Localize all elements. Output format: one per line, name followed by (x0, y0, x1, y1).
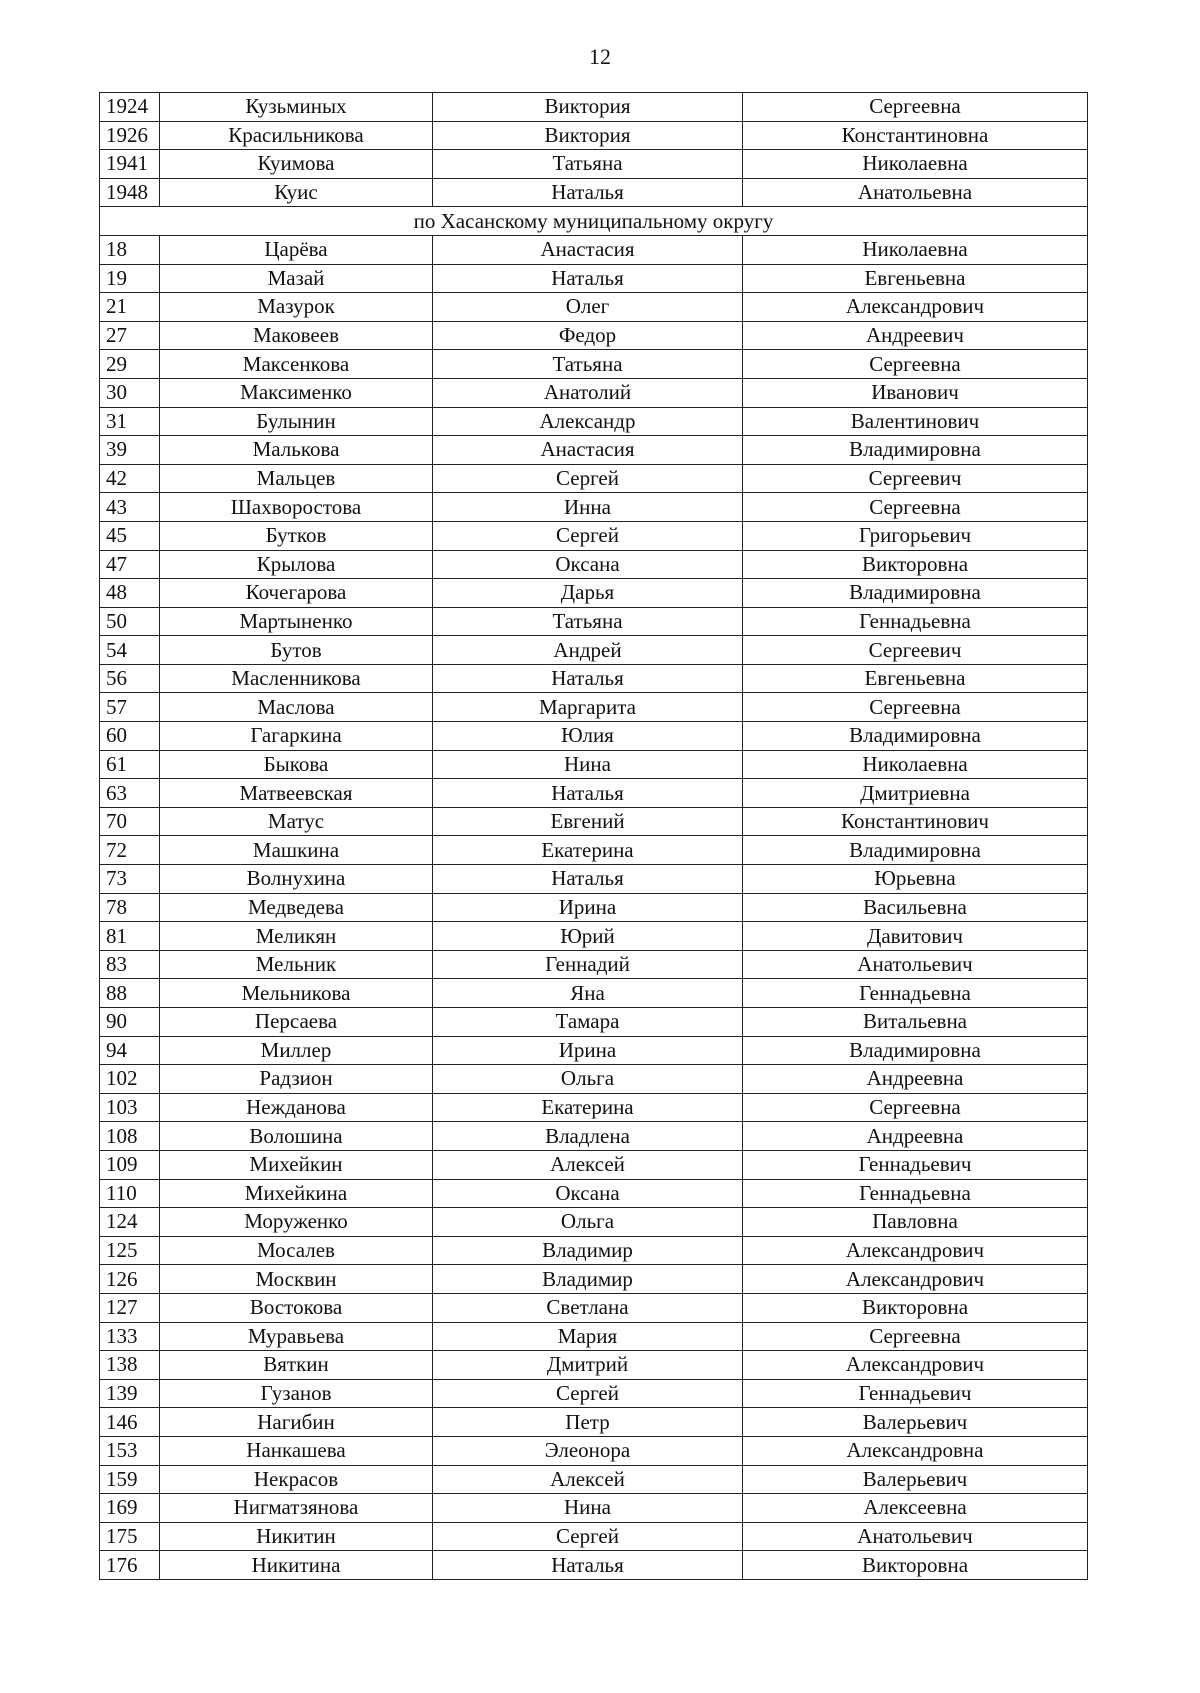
row-number-cell: 57 (100, 693, 160, 722)
last-name-cell: Мазай (160, 264, 433, 293)
last-name-cell: Крылова (160, 550, 433, 579)
patronymic-cell: Сергеевна (743, 1322, 1088, 1351)
last-name-cell: Малькова (160, 436, 433, 465)
table-row (100, 493, 1088, 522)
patronymic-cell: Сергеевна (743, 93, 1088, 122)
table-row (100, 1322, 1088, 1351)
first-name-cell: Маргарита (433, 693, 743, 722)
patronymic-cell: Геннадьевна (743, 979, 1088, 1008)
first-name-cell: Татьяна (433, 150, 743, 179)
last-name-cell: Гагаркина (160, 722, 433, 751)
patronymic-cell: Владимировна (743, 836, 1088, 865)
row-number-cell: 153 (100, 1436, 160, 1465)
patronymic-cell: Анатольевна (743, 178, 1088, 207)
last-name-cell: Некрасов (160, 1465, 433, 1494)
patronymic-cell: Сергеевна (743, 1093, 1088, 1122)
row-number-cell: 90 (100, 1008, 160, 1037)
row-number-cell: 19 (100, 264, 160, 293)
row-number-cell: 109 (100, 1150, 160, 1179)
first-name-cell: Оксана (433, 550, 743, 579)
last-name-cell: Быкова (160, 750, 433, 779)
patronymic-cell: Андреевич (743, 321, 1088, 350)
table-row (100, 607, 1088, 636)
last-name-cell: Мазурок (160, 293, 433, 322)
row-number-cell: 139 (100, 1379, 160, 1408)
table-row (100, 836, 1088, 865)
last-name-cell: Масленникова (160, 664, 433, 693)
row-number-cell: 102 (100, 1065, 160, 1094)
table-row (100, 1551, 1088, 1580)
patronymic-cell: Александрович (743, 293, 1088, 322)
last-name-cell: Радзион (160, 1065, 433, 1094)
last-name-cell: Москвин (160, 1265, 433, 1294)
table-row (100, 407, 1088, 436)
last-name-cell: Кочегарова (160, 579, 433, 608)
patronymic-cell: Андреевна (743, 1122, 1088, 1151)
patronymic-cell: Валентинович (743, 407, 1088, 436)
patronymic-cell: Геннадьевич (743, 1379, 1088, 1408)
table-row (100, 922, 1088, 951)
patronymic-cell: Давитович (743, 922, 1088, 951)
patronymic-cell: Александрович (743, 1265, 1088, 1294)
row-number-cell: 83 (100, 950, 160, 979)
row-number-cell: 21 (100, 293, 160, 322)
last-name-cell: Михейкина (160, 1179, 433, 1208)
first-name-cell: Инна (433, 493, 743, 522)
row-number-cell: 54 (100, 636, 160, 665)
first-name-cell: Федор (433, 321, 743, 350)
row-number-cell: 126 (100, 1265, 160, 1294)
first-name-cell: Александр (433, 407, 743, 436)
first-name-cell: Наталья (433, 865, 743, 894)
table-row (100, 1379, 1088, 1408)
last-name-cell: Вяткин (160, 1351, 433, 1380)
first-name-cell: Сергей (433, 464, 743, 493)
section-heading-row (100, 207, 1088, 236)
first-name-cell: Геннадий (433, 950, 743, 979)
table-row (100, 1122, 1088, 1151)
patronymic-cell: Александровна (743, 1436, 1088, 1465)
table-row (100, 1093, 1088, 1122)
patronymic-cell: Викторовна (743, 550, 1088, 579)
table-row (100, 550, 1088, 579)
row-number-cell: 124 (100, 1208, 160, 1237)
row-number-cell: 108 (100, 1122, 160, 1151)
table-row (100, 1208, 1088, 1237)
table-row (100, 178, 1088, 207)
first-name-cell: Анастасия (433, 235, 743, 264)
row-number-cell: 72 (100, 836, 160, 865)
table-row (100, 264, 1088, 293)
table-row (100, 293, 1088, 322)
patronymic-cell: Валерьевич (743, 1465, 1088, 1494)
table-row (100, 865, 1088, 894)
table-row (100, 722, 1088, 751)
table-row (100, 1522, 1088, 1551)
row-number-cell: 47 (100, 550, 160, 579)
last-name-cell: Никитин (160, 1522, 433, 1551)
row-number-cell: 50 (100, 607, 160, 636)
last-name-cell: Гузанов (160, 1379, 433, 1408)
patronymic-cell: Павловна (743, 1208, 1088, 1237)
row-number-cell: 30 (100, 378, 160, 407)
patronymic-cell: Алексеевна (743, 1494, 1088, 1523)
table-row (100, 750, 1088, 779)
row-number-cell: 70 (100, 807, 160, 836)
row-number-cell: 88 (100, 979, 160, 1008)
patronymic-cell: Александрович (743, 1351, 1088, 1380)
table-row (100, 378, 1088, 407)
last-name-cell: Персаева (160, 1008, 433, 1037)
last-name-cell: Куис (160, 178, 433, 207)
patronymic-cell: Владимировна (743, 722, 1088, 751)
first-name-cell: Наталья (433, 264, 743, 293)
patronymic-cell: Сергеевна (743, 493, 1088, 522)
first-name-cell: Алексей (433, 1465, 743, 1494)
first-name-cell: Сергей (433, 1522, 743, 1551)
patronymic-cell: Сергеевна (743, 350, 1088, 379)
table-row (100, 235, 1088, 264)
last-name-cell: Моруженко (160, 1208, 433, 1237)
row-number-cell: 43 (100, 493, 160, 522)
patronymic-cell: Геннадьевна (743, 1179, 1088, 1208)
patronymic-cell: Васильевна (743, 893, 1088, 922)
page-number: 12 (589, 44, 611, 69)
last-name-cell: Мельникова (160, 979, 433, 1008)
last-name-cell: Маслова (160, 693, 433, 722)
first-name-cell: Владимир (433, 1265, 743, 1294)
table-row (100, 1265, 1088, 1294)
first-name-cell: Элеонора (433, 1436, 743, 1465)
roster-body (100, 93, 1088, 1580)
last-name-cell: Михейкин (160, 1150, 433, 1179)
patronymic-cell: Викторовна (743, 1551, 1088, 1580)
last-name-cell: Медведева (160, 893, 433, 922)
first-name-cell: Анатолий (433, 378, 743, 407)
last-name-cell: Меликян (160, 922, 433, 951)
row-number-cell: 78 (100, 893, 160, 922)
row-number-cell: 48 (100, 579, 160, 608)
last-name-cell: Куимова (160, 150, 433, 179)
patronymic-cell: Александрович (743, 1236, 1088, 1265)
first-name-cell: Олег (433, 293, 743, 322)
first-name-cell: Юрий (433, 922, 743, 951)
patronymic-cell: Иванович (743, 378, 1088, 407)
patronymic-cell: Владимировна (743, 579, 1088, 608)
last-name-cell: Бутов (160, 636, 433, 665)
first-name-cell: Ольга (433, 1065, 743, 1094)
table-row (100, 779, 1088, 808)
table-row (100, 93, 1088, 122)
patronymic-cell: Владимировна (743, 436, 1088, 465)
table-row (100, 464, 1088, 493)
row-number-cell: 176 (100, 1551, 160, 1580)
table-row (100, 1293, 1088, 1322)
first-name-cell: Яна (433, 979, 743, 1008)
patronymic-cell: Сергеевич (743, 636, 1088, 665)
table-row (100, 1179, 1088, 1208)
last-name-cell: Нигматзянова (160, 1494, 433, 1523)
last-name-cell: Булынин (160, 407, 433, 436)
first-name-cell: Анастасия (433, 436, 743, 465)
last-name-cell: Нанкашева (160, 1436, 433, 1465)
row-number-cell: 103 (100, 1093, 160, 1122)
last-name-cell: Никитина (160, 1551, 433, 1580)
last-name-cell: Миллер (160, 1036, 433, 1065)
first-name-cell: Нина (433, 750, 743, 779)
first-name-cell: Дарья (433, 579, 743, 608)
first-name-cell: Ирина (433, 1036, 743, 1065)
row-number-cell: 18 (100, 235, 160, 264)
first-name-cell: Сергей (433, 521, 743, 550)
first-name-cell: Татьяна (433, 350, 743, 379)
row-number-cell: 45 (100, 521, 160, 550)
table-row (100, 521, 1088, 550)
first-name-cell: Владлена (433, 1122, 743, 1151)
table-row (100, 693, 1088, 722)
patronymic-cell: Сергеевна (743, 693, 1088, 722)
first-name-cell: Наталья (433, 1551, 743, 1580)
patronymic-cell: Геннадьевич (743, 1150, 1088, 1179)
last-name-cell: Шахворостова (160, 493, 433, 522)
last-name-cell: Волнухина (160, 865, 433, 894)
first-name-cell: Сергей (433, 1379, 743, 1408)
table-row (100, 1236, 1088, 1265)
row-number-cell: 61 (100, 750, 160, 779)
last-name-cell: Мартыненко (160, 607, 433, 636)
last-name-cell: Маковеев (160, 321, 433, 350)
table-row (100, 979, 1088, 1008)
last-name-cell: Нежданова (160, 1093, 433, 1122)
patronymic-cell: Юрьевна (743, 865, 1088, 894)
first-name-cell: Ольга (433, 1208, 743, 1237)
table-row (100, 1036, 1088, 1065)
first-name-cell: Евгений (433, 807, 743, 836)
patronymic-cell: Владимировна (743, 1036, 1088, 1065)
last-name-cell: Востокова (160, 1293, 433, 1322)
row-number-cell: 175 (100, 1522, 160, 1551)
patronymic-cell: Викторовна (743, 1293, 1088, 1322)
row-number-cell: 127 (100, 1293, 160, 1322)
first-name-cell: Алексей (433, 1150, 743, 1179)
patronymic-cell: Николаевна (743, 150, 1088, 179)
first-name-cell: Дмитрий (433, 1351, 743, 1380)
last-name-cell: Кузьминых (160, 93, 433, 122)
last-name-cell: Машкина (160, 836, 433, 865)
table-row (100, 1008, 1088, 1037)
table-row (100, 350, 1088, 379)
last-name-cell: Мельник (160, 950, 433, 979)
patronymic-cell: Сергеевич (743, 464, 1088, 493)
row-number-cell: 1941 (100, 150, 160, 179)
table-row (100, 1465, 1088, 1494)
first-name-cell: Мария (433, 1322, 743, 1351)
table-row (100, 1150, 1088, 1179)
row-number-cell: 1948 (100, 178, 160, 207)
last-name-cell: Максенкова (160, 350, 433, 379)
table-row (100, 1408, 1088, 1437)
patronymic-cell: Геннадьевна (743, 607, 1088, 636)
row-number-cell: 138 (100, 1351, 160, 1380)
row-number-cell: 27 (100, 321, 160, 350)
patronymic-cell: Валерьевич (743, 1408, 1088, 1437)
table-row (100, 1436, 1088, 1465)
row-number-cell: 63 (100, 779, 160, 808)
first-name-cell: Петр (433, 1408, 743, 1437)
roster-table (99, 92, 1088, 1580)
patronymic-cell: Константинович (743, 807, 1088, 836)
first-name-cell: Татьяна (433, 607, 743, 636)
row-number-cell: 1924 (100, 93, 160, 122)
patronymic-cell: Витальевна (743, 1008, 1088, 1037)
row-number-cell: 39 (100, 436, 160, 465)
row-number-cell: 159 (100, 1465, 160, 1494)
row-number-cell: 31 (100, 407, 160, 436)
first-name-cell: Виктория (433, 93, 743, 122)
last-name-cell: Красильникова (160, 121, 433, 150)
patronymic-cell: Евгеньевна (743, 264, 1088, 293)
table-row (100, 579, 1088, 608)
patronymic-cell: Константиновна (743, 121, 1088, 150)
table-row (100, 1494, 1088, 1523)
patronymic-cell: Анатольевич (743, 950, 1088, 979)
first-name-cell: Тамара (433, 1008, 743, 1037)
patronymic-cell: Григорьевич (743, 521, 1088, 550)
row-number-cell: 42 (100, 464, 160, 493)
table-row (100, 1351, 1088, 1380)
first-name-cell: Наталья (433, 779, 743, 808)
row-number-cell: 169 (100, 1494, 160, 1523)
last-name-cell: Волошина (160, 1122, 433, 1151)
first-name-cell: Оксана (433, 1179, 743, 1208)
patronymic-cell: Николаевна (743, 750, 1088, 779)
last-name-cell: Матус (160, 807, 433, 836)
last-name-cell: Мальцев (160, 464, 433, 493)
table-row (100, 321, 1088, 350)
table-row (100, 1065, 1088, 1094)
row-number-cell: 110 (100, 1179, 160, 1208)
row-number-cell: 60 (100, 722, 160, 751)
last-name-cell: Мосалев (160, 1236, 433, 1265)
row-number-cell: 146 (100, 1408, 160, 1437)
row-number-cell: 73 (100, 865, 160, 894)
table-row (100, 636, 1088, 665)
last-name-cell: Царёва (160, 235, 433, 264)
patronymic-cell: Анатольевич (743, 1522, 1088, 1551)
last-name-cell: Муравьева (160, 1322, 433, 1351)
table-row (100, 436, 1088, 465)
row-number-cell: 94 (100, 1036, 160, 1065)
first-name-cell: Ирина (433, 893, 743, 922)
first-name-cell: Владимир (433, 1236, 743, 1265)
first-name-cell: Нина (433, 1494, 743, 1523)
last-name-cell: Максименко (160, 378, 433, 407)
last-name-cell: Бутков (160, 521, 433, 550)
row-number-cell: 29 (100, 350, 160, 379)
first-name-cell: Екатерина (433, 1093, 743, 1122)
first-name-cell: Виктория (433, 121, 743, 150)
first-name-cell: Андрей (433, 636, 743, 665)
table-row (100, 807, 1088, 836)
table-row (100, 950, 1088, 979)
table-row (100, 150, 1088, 179)
patronymic-cell: Николаевна (743, 235, 1088, 264)
first-name-cell: Наталья (433, 664, 743, 693)
first-name-cell: Екатерина (433, 836, 743, 865)
first-name-cell: Светлана (433, 1293, 743, 1322)
patronymic-cell: Евгеньевна (743, 664, 1088, 693)
last-name-cell: Нагибин (160, 1408, 433, 1437)
section-heading: по Хасанскому муниципальному округу (100, 207, 1088, 236)
patronymic-cell: Дмитриевна (743, 779, 1088, 808)
patronymic-cell: Андреевна (743, 1065, 1088, 1094)
row-number-cell: 125 (100, 1236, 160, 1265)
row-number-cell: 133 (100, 1322, 160, 1351)
first-name-cell: Юлия (433, 722, 743, 751)
table-row (100, 121, 1088, 150)
table-row (100, 664, 1088, 693)
last-name-cell: Матвеевская (160, 779, 433, 808)
row-number-cell: 56 (100, 664, 160, 693)
first-name-cell: Наталья (433, 178, 743, 207)
row-number-cell: 1926 (100, 121, 160, 150)
row-number-cell: 81 (100, 922, 160, 951)
table-row (100, 893, 1088, 922)
